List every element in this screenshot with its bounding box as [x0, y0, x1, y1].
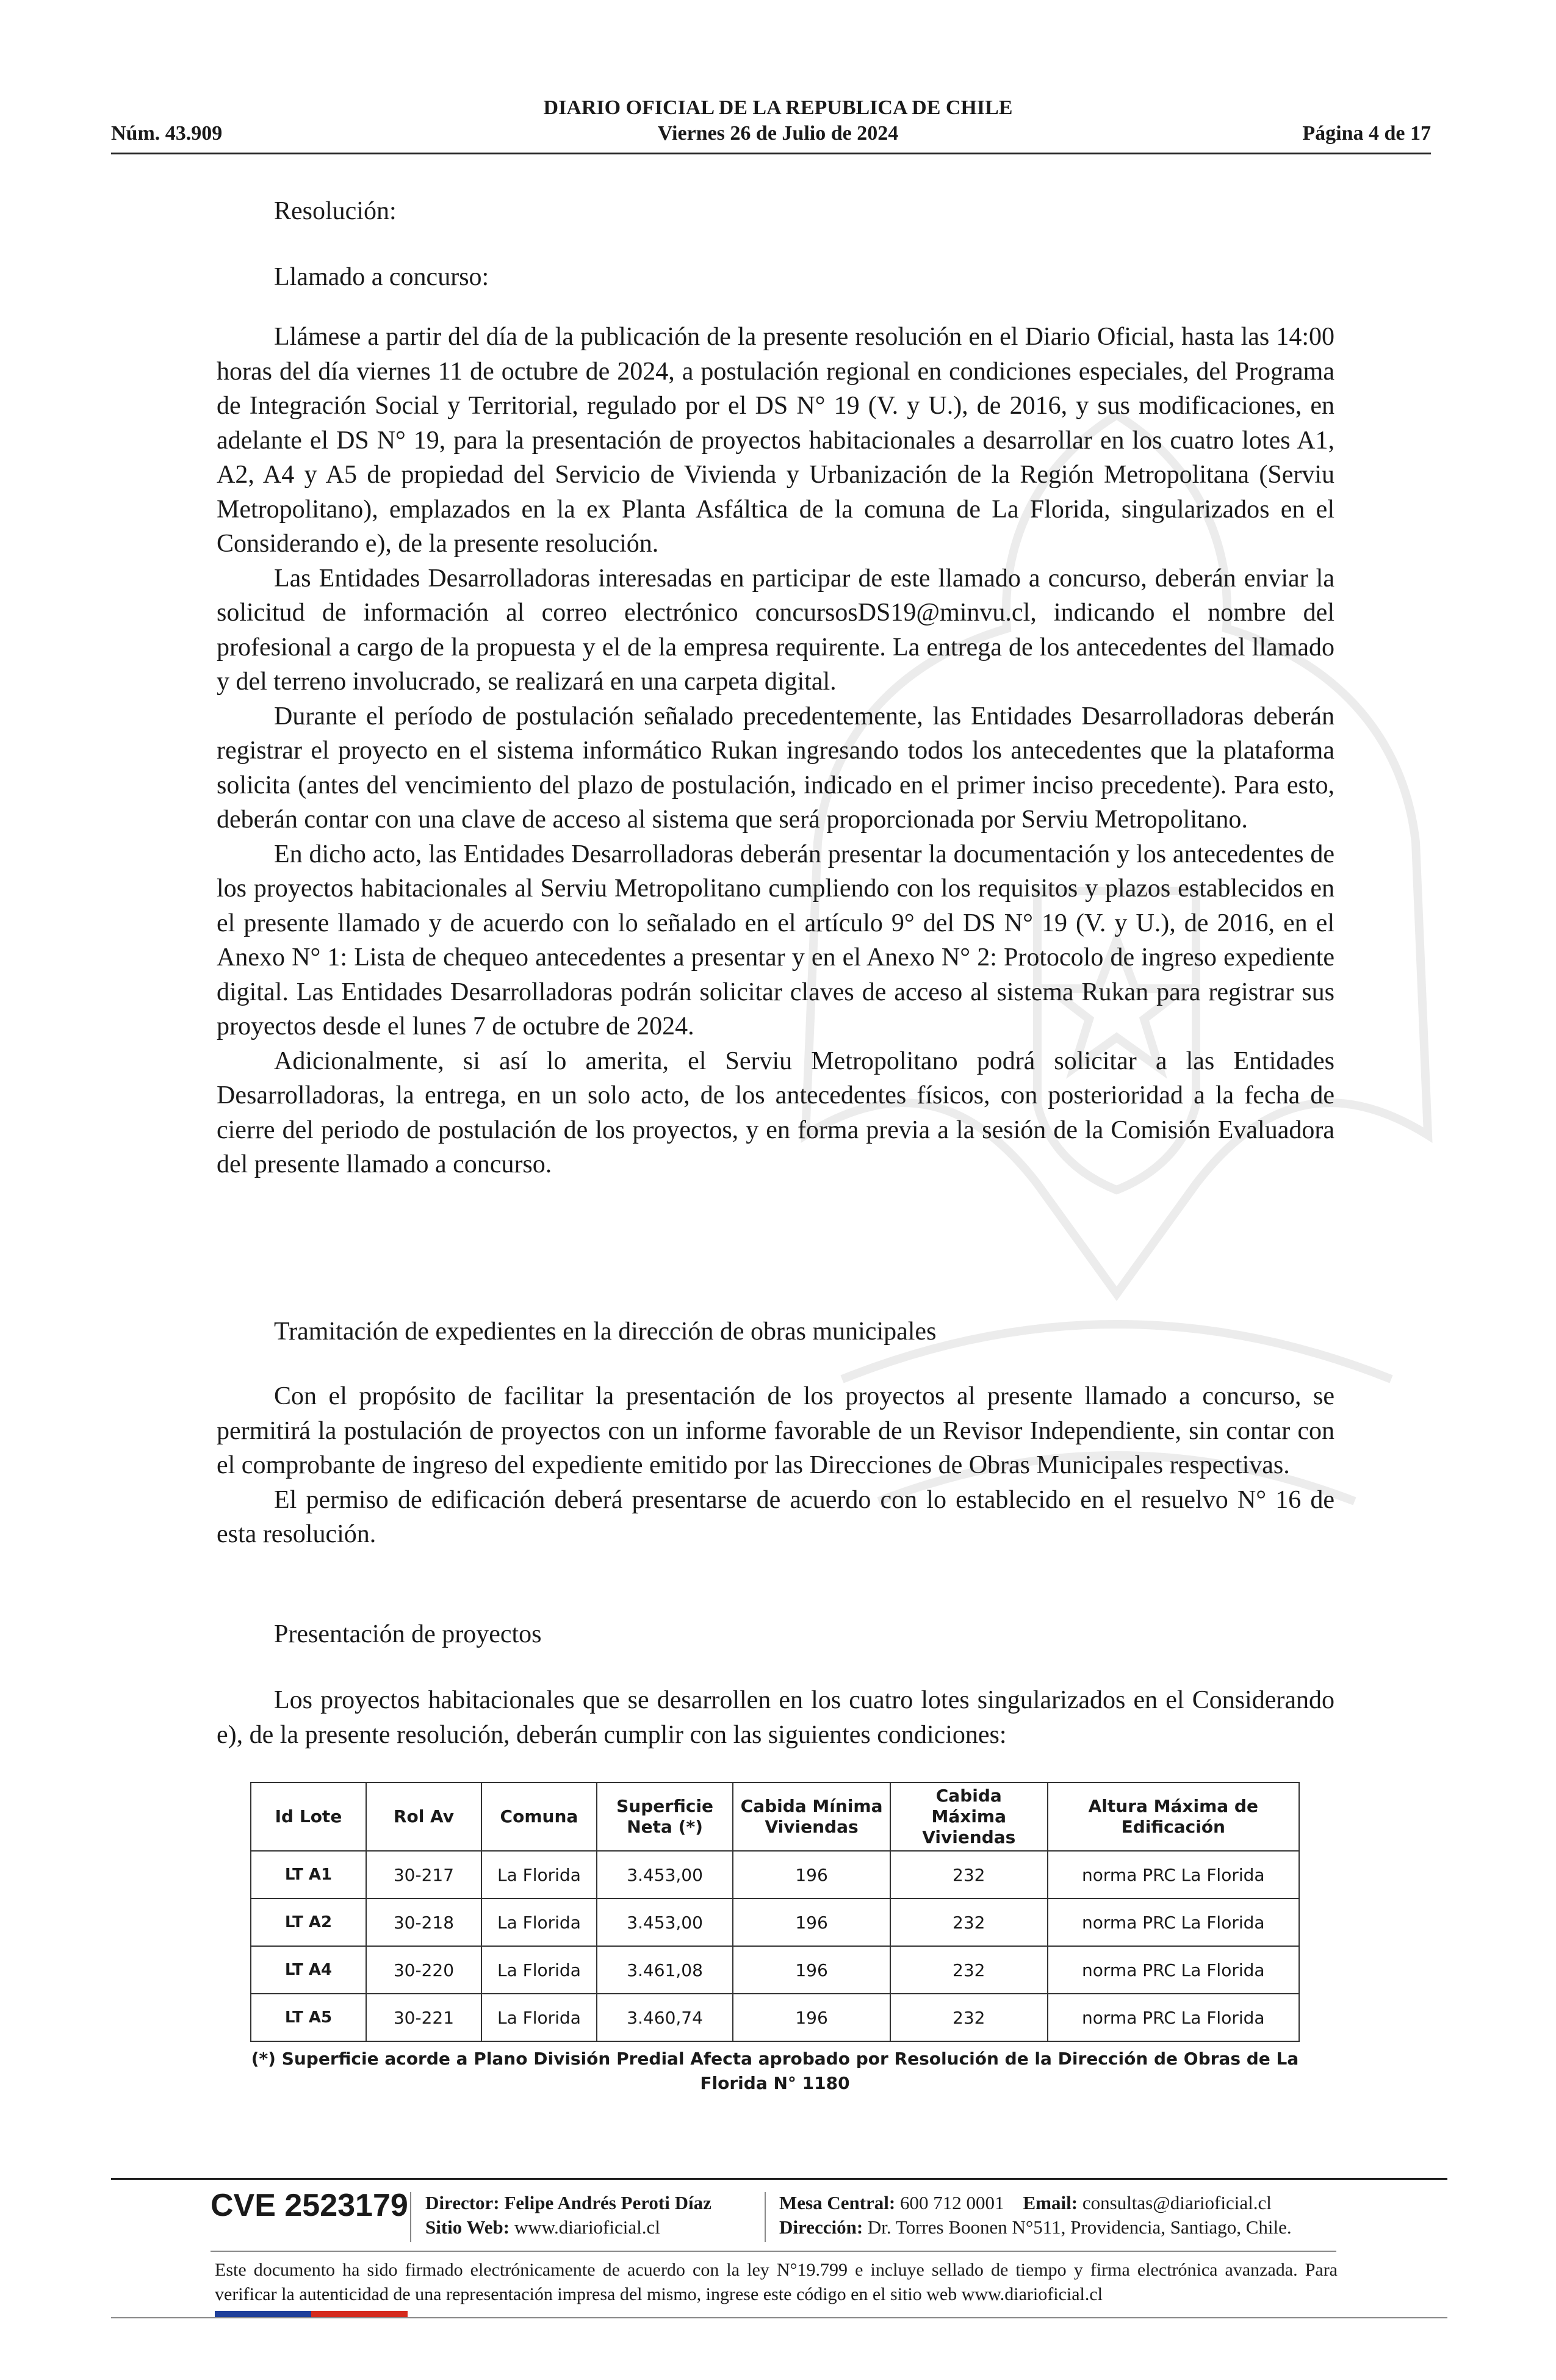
header-rule — [111, 153, 1431, 154]
column-header: Cabida Mínima Viviendas — [733, 1783, 890, 1851]
table-cell: 232 — [890, 1851, 1048, 1899]
column-header: Superficie Neta (*) — [597, 1783, 733, 1851]
cve-code: CVE 2523179 — [211, 2188, 408, 2223]
table-cell: 196 — [733, 1899, 890, 1946]
email-label: Email: — [1023, 2192, 1078, 2213]
tramitacion-section — [217, 1379, 1334, 1552]
mesa-label: Mesa Central: — [779, 2192, 896, 2213]
paragraph: Los proyectos habitacionales que se desarrollen en los cuatro lotes singularizados en el Considerando e), de la presente resolución, deberán cumplir con las siguientes condiciones: — [217, 1686, 1334, 1749]
table-cell: 232 — [890, 1899, 1048, 1946]
table-cell: LT A1 — [251, 1851, 366, 1899]
table-cell: La Florida — [481, 1851, 597, 1899]
table-cell: 196 — [733, 1851, 890, 1899]
table-cell: La Florida — [481, 1899, 597, 1946]
table-cell: 196 — [733, 1994, 890, 2041]
llamado-label: Llamado a concurso: — [274, 263, 489, 291]
paragraph: Durante el período de postulación señalado precedentemente, las Entidades Desarrolladoras deberán registrar el proyecto en el sistema informático Rukan ingresando todos los antecedentes que la plataforma solicita (antes del vencimiento del plazo de postulación, indicado en el primer inciso precedente). Para esto, deberán contar con una clave de acceso al sistema que será proporcionada por Serviu Metropolitano. — [217, 702, 1334, 834]
paragraph: En dicho acto, las Entidades Desarrolladoras deberán presentar la documentación y los antecedentes de los proyectos habitacionales al Serviu Metropolitano cumpliendo con los requisitos y plazos establecidos en el presente llamado y de acuerdo con lo señalado en el artículo 9° del DS N° 19 (V. y U.), de 2016, en el Anexo N° 1: Lista de chequeo antecedentes a presentar y en el Anexo N° 2: Protocolo de ingreso expediente digital. Las Entidades Desarrolladoras podrán solicitar claves de acceso al sistema Rukan para registrar sus proyectos desde el lunes 7 de octubre de 2024. — [217, 840, 1334, 1040]
paragraph: Llámese a partir del día de la publicación de la presente resolución en el Diario Oficial, hasta las 14:00 horas del día viernes 11 de octubre de 2024, a postulación regional en condiciones especiales, del Programa de Integración Social y Territorial, regulado por el DS N° 19 (V. y U.), de 2016, y sus modificaciones, en adelante el DS N° 19, para la presentación de proyectos habitacionales a desarrollar en los cuatro lotes A1, A2, A4 y A5 de propiedad del Servicio de Vivienda y Urbanización de la Región Metropolitana (Serviu Metropolitano), emplazados en la ex Planta Asfáltica de la comuna de La Florida, singularizados en el Considerando e), de la presente resolución. — [217, 323, 1334, 558]
paragraph: El permiso de edificación deberá presentarse de acuerdo con lo establecido en el resuelvo N° 16 de esta resolución. — [217, 1485, 1334, 1548]
table-cell: La Florida — [481, 1946, 597, 1994]
paragraph: Adicionalmente, si así lo amerita, el Serviu Metropolitano podrá solicitar a las Entidades Desarrolladoras, la entrega, en un solo acto, de los antecedentes físicos, con posterioridad a la fecha de cierre del periodo de postulación de los proyectos, y en forma previa a la sesión de la Comisión Evaluadora del presente llamado a concurso. — [217, 1047, 1334, 1178]
footer-director-block — [425, 2191, 711, 2240]
llamado-section — [217, 320, 1334, 1182]
table-row — [251, 1946, 1299, 1994]
tramitacion-heading: Tramitación de expedientes en la dirección de obras municipales — [274, 1318, 937, 1346]
table-cell: norma PRC La Florida — [1048, 1899, 1299, 1946]
footer-separator — [410, 2192, 411, 2242]
column-header: Comuna — [481, 1783, 597, 1851]
footer-bottom-rule — [111, 2317, 1447, 2318]
column-header: Cabida Máxima Viviendas — [890, 1783, 1048, 1851]
sitio-label: Sitio Web: — [425, 2216, 510, 2238]
page-number: Página 4 de 17 — [1302, 122, 1431, 145]
table-cell: norma PRC La Florida — [1048, 1946, 1299, 1994]
table-cell: 3.453,00 — [597, 1899, 733, 1946]
presentacion-heading: Presentación de proyectos — [274, 1620, 542, 1648]
resolucion-label: Resolución: — [274, 197, 397, 225]
sitio-web-link[interactable]: www.diarioficial.cl — [514, 2216, 660, 2238]
table-cell: 232 — [890, 1994, 1048, 2041]
publication-title: DIARIO OFICIAL DE LA REPUBLICA DE CHILE — [543, 96, 1013, 119]
column-header: Id Lote — [251, 1783, 366, 1851]
table-cell: 232 — [890, 1946, 1048, 1994]
footer-rule — [111, 2178, 1447, 2180]
column-header: Rol Av — [366, 1783, 481, 1851]
footer-divider — [211, 2251, 1336, 2252]
legal-notice: Este documento ha sido firmado electrónicamente de acuerdo con la ley N°19.799 e incluye sellado de tiempo y firma electrónica avanzada. Para verificar la autenticidad de una representación impresa del mismo, ingrese este código en el sitio web www.diarioficial.cl — [215, 2260, 1338, 2304]
table-cell: 30-221 — [366, 1994, 481, 2041]
footer-separator — [765, 2192, 766, 2242]
footer-contact-block — [779, 2191, 1292, 2240]
table-cell: 30-218 — [366, 1899, 481, 1946]
table-cell: LT A4 — [251, 1946, 366, 1994]
table-footnote: (*) Superficie acorde a Plano División Predial Afecta aprobado por Resolución de la Dirección de Obras de La Florida N° 1180 — [251, 2049, 1299, 2093]
table-cell: 30-217 — [366, 1851, 481, 1899]
paragraph: Con el propósito de facilitar la presentación de los proyectos al presente llamado a concurso, se permitirá la postulación de proyectos con un informe favorable de un Revisor Independiente, sin contar con el comprobante de ingreso del expediente emitido por las Direcciones de Obras Municipales respectivas. — [217, 1382, 1334, 1479]
lots-table — [250, 1782, 1300, 2042]
direccion-label: Dirección: — [779, 2216, 863, 2238]
issue-number: Núm. 43.909 — [111, 122, 223, 145]
table-cell: 3.453,00 — [597, 1851, 733, 1899]
paragraph: Las Entidades Desarrolladoras interesadas en participar de este llamado a concurso, deberán enviar la solicitud de información al correo electrónico concursosDS19@minvu.cl, indicando el nombre del profesional a cargo de la propuesta y el de la empresa requirente. La entrega de los antecedentes del llamado y del terreno involucrado, se realizará en una carpeta digital. — [217, 564, 1334, 696]
table-cell: 3.460,74 — [597, 1994, 733, 2041]
director-label: Director: — [425, 2192, 500, 2213]
table-row — [251, 1994, 1299, 2041]
table-cell: 30-220 — [366, 1946, 481, 1994]
direccion-value: Dr. Torres Boonen N°511, Providencia, Santiago, Chile. — [867, 2216, 1292, 2238]
table-row — [251, 1851, 1299, 1899]
table-cell: 196 — [733, 1946, 890, 1994]
presentacion-section — [217, 1683, 1334, 1752]
table-cell: LT A2 — [251, 1899, 366, 1946]
email-link[interactable]: consultas@diarioficial.cl — [1082, 2192, 1272, 2213]
table-cell: norma PRC La Florida — [1048, 1851, 1299, 1899]
column-header: Altura Máxima de Edificación — [1048, 1783, 1299, 1851]
mesa-phone: 600 712 0001 — [900, 2192, 1004, 2213]
publication-date: Viernes 26 de Julio de 2024 — [657, 122, 899, 145]
table-header-row — [251, 1783, 1299, 1851]
director-name: Felipe Andrés Peroti Díaz — [504, 2192, 711, 2213]
table-cell: La Florida — [481, 1994, 597, 2041]
table-cell: norma PRC La Florida — [1048, 1994, 1299, 2041]
table-row — [251, 1899, 1299, 1946]
table-cell: LT A5 — [251, 1994, 366, 2041]
table-cell: 3.461,08 — [597, 1946, 733, 1994]
